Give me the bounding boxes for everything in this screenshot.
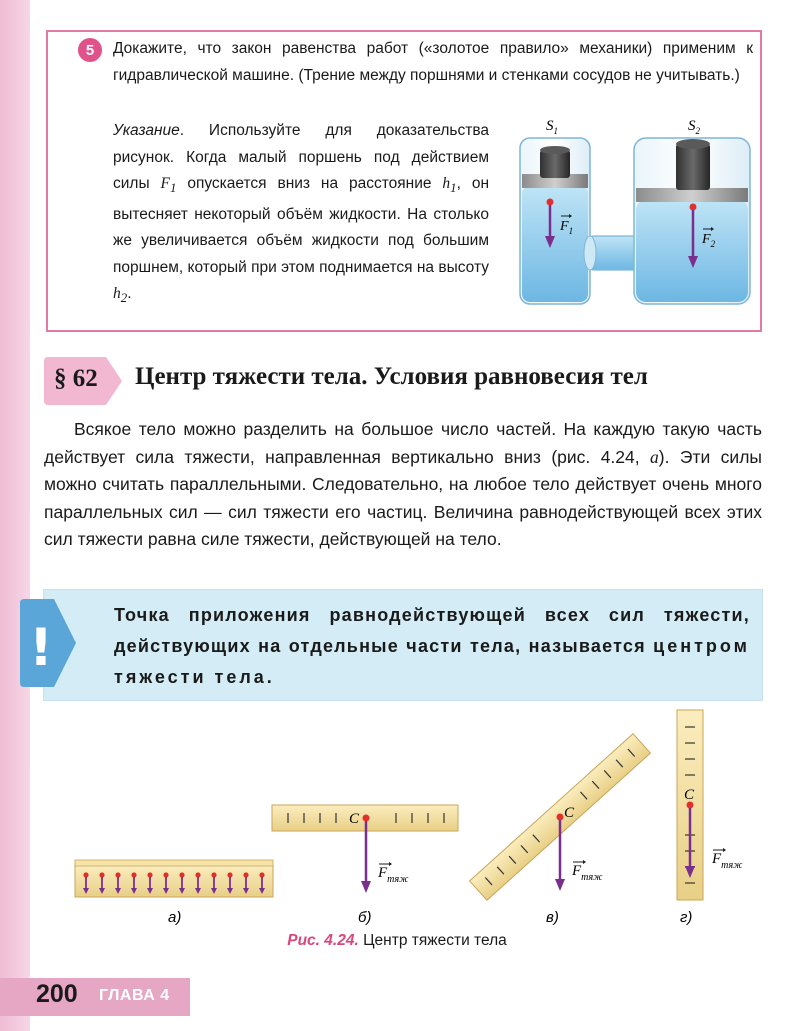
label-f1: $F_1$: [560, 219, 574, 236]
small-weight: [540, 150, 570, 178]
svg-text:Fтяж: $F_{тяж}$: [572, 863, 603, 883]
section-title: Центр тяжести тела. Условия равновесия тел: [135, 363, 648, 390]
hint-h1: $h_1$: [442, 175, 457, 196]
figure-label-b: б): [358, 909, 372, 926]
svg-text:Fтяж: $F_{тяж}$: [378, 865, 409, 885]
hint-label: Указание: [113, 122, 180, 139]
figure-c-bar: [470, 734, 651, 901]
hydraulic-machine-diagram: [508, 108, 758, 308]
svg-text:Fтяж: $F_{тяж}$: [712, 851, 743, 871]
page-number: 200: [36, 980, 78, 1008]
definition-text: Точка приложения равнодействующей всех сил тяжести, действующих на отдельные части тела, называется центром тяжести тела.: [114, 605, 750, 687]
part-gravity-point: [131, 872, 136, 877]
figure-reference-letter: а: [650, 446, 659, 467]
f2-application-point: [690, 204, 697, 211]
center-of-gravity-b: [363, 815, 370, 822]
part-gravity-point: [179, 872, 184, 877]
exclamation-icon: [20, 599, 76, 687]
part-gravity-point: [195, 872, 200, 877]
part-gravity-point: [147, 872, 152, 877]
body-paragraph: Всякое тело можно разделить на большое число частей. На каждую такую часть действует сила тяжести, направленная вертикально вниз (рис. 4.24, а). Эти силы можно считать параллельными. Следовательно, на любое тело действует очень много параллельных сил — сил тяжести его частиц. Величина равнодействующей всех этих сил тяжести равна силе тяжести, действующей на тело.: [44, 419, 762, 549]
hint-h2: $h_2$: [113, 285, 128, 306]
figure-a-bar: [75, 860, 273, 897]
part-gravity-point: [115, 872, 120, 877]
part-gravity-point: [227, 872, 232, 877]
figure-caption: [0, 932, 794, 950]
part-gravity-point: [163, 872, 168, 877]
small-vessel-water: [522, 186, 588, 302]
task-number-badge: 5: [78, 38, 102, 62]
part-gravity-point: [83, 872, 88, 877]
label-s1: $S_1$: [546, 118, 558, 136]
task-text: Докажите, что закон равенства работ («золотое правило» механики) применим к гидравлической машине. (Трение между поршнями и стенками сосудов не учитывать.): [113, 40, 753, 84]
svg-text:C: C: [564, 805, 575, 821]
definition-term: центром тяжести тела.: [114, 636, 750, 687]
chapter-label: ГЛАВА 4: [99, 987, 170, 1004]
figure-label-a: а): [168, 909, 182, 926]
label-s2: $S_2$: [688, 118, 700, 136]
figure-b-bar: [272, 805, 458, 893]
svg-text:C: C: [349, 811, 360, 827]
part-gravity-point: [259, 872, 264, 877]
hint-text-3: , он вытесняет некоторый объём жидкости. На столько же увеличивается объём жидкости под большим поршнем, который при этом поднимается на высоту: [113, 175, 490, 276]
large-weight: [676, 144, 710, 190]
figure-label-c: в): [546, 909, 559, 926]
hint-text-1: . Используйте для доказательства рисунок. Когда малый поршень под действием силы: [113, 122, 489, 192]
part-gravity-point: [99, 872, 104, 877]
figure-d-bar: [677, 710, 743, 900]
hint-text-2: опускается вниз на расстояние: [176, 175, 443, 192]
label-f2: $F_2$: [702, 232, 716, 249]
part-gravity-point: [243, 872, 248, 877]
figure-caption-label: Рис. 4.24.: [287, 932, 359, 949]
figure-4-24: [60, 705, 743, 930]
figure-caption-text: Центр тяжести тела: [358, 932, 507, 949]
hint-force-f1: $F_1$: [160, 175, 177, 196]
center-of-gravity-c: [557, 814, 564, 821]
part-gravity-point: [211, 872, 216, 877]
figure-label-d: г): [680, 909, 693, 926]
page-edge-strip: [0, 0, 30, 1031]
svg-text:C: C: [684, 787, 695, 803]
task-hint: Указание. Используйте для доказательства рисунок. Когда малый поршень под действием силы $F_1$ опускается вниз на расстояние $h_1$, он вытесняет некоторый объём жидкости. На столько же увеличивается объём жидкости под большим поршнем, который при этом поднимается на высоту $h_2$.: [113, 122, 490, 306]
large-piston: [636, 188, 748, 202]
svg-text:!: !: [29, 618, 53, 678]
f1-application-point: [547, 199, 554, 206]
section-number: § 62: [54, 365, 98, 392]
